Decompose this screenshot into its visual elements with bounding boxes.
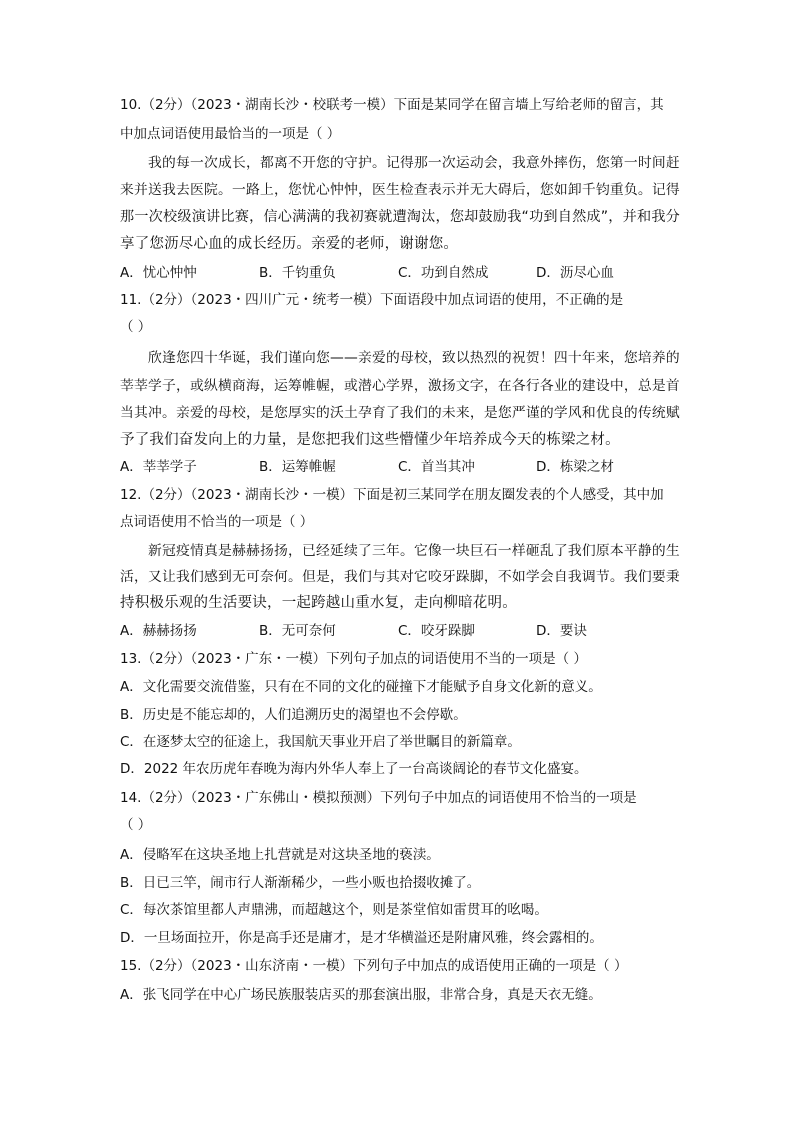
question-14-option-a: A．侵略军在这块圣地上扎营就是对这块圣地的亵渎。 <box>120 847 440 863</box>
question-14-option-d: D．一旦场面拉开，你是高手还是庸才，是才华横溢还是附庸风雅，终会露相的。 <box>120 930 603 946</box>
question-10-passage-line-4: 享了您沥尽心血的成长经历。亲爱的老师，谢谢您。 <box>120 236 459 252</box>
question-15-option-a: A．张飞同学在中心广场民族服装店买的那套演出服，非常合身，真是天衣无缝。 <box>120 987 602 1003</box>
question-10-passage-line-1: 我的每一次成长，都离不开您的守护。记得那一次运动会，我意外摔伤，您第一时间赶 <box>148 155 680 171</box>
question-10-passage-line-3: 那一次校级演讲比赛，信心满满的我初赛就遭淘汰，您却鼓励我“功到自然成”，并和我分 <box>120 209 680 225</box>
question-12-passage-line-3: 持积极乐观的生活要诀，一起跨越山重水复，走向柳暗花明。 <box>120 595 517 611</box>
question-14-stem-line-2: （ ） <box>120 817 152 833</box>
question-10-stem-line-2: 中加点词语使用最恰当的一项是（ ） <box>120 126 341 142</box>
question-11-option-a: A．莘莘学子 <box>120 459 197 475</box>
question-14-option-b: B．日已三竿，闹市行人渐渐稀少，一些小贩也拾掇收摊了。 <box>120 875 481 891</box>
question-12-options <box>120 621 680 641</box>
question-11-option-d: D．栋梁之材 <box>536 459 614 475</box>
question-10-passage-line-2: 来并送我去医院。一路上，您忧心忡忡，医生检查表示并无大碍后，您如卸千钧重负。记得 <box>120 182 680 198</box>
question-11-stem-line-1: 11.（2分）（2023・四川广元・统考一模）下面语段中加点词语的使用，不正确的是 <box>120 292 624 308</box>
question-10-option-c: C．功到自然成 <box>398 265 489 281</box>
question-12-stem-line-1: 12.（2分）（2023・湖南长沙・一模）下面是初三某同学在朋友圈发表的个人感受，其中加 <box>120 487 664 503</box>
question-10-options <box>120 263 680 283</box>
question-12-passage-line-2: 活，又让我们感到无可奈何。但是，我们与其对它咬牙跺脚，不如学会自我调节。我们要秉 <box>120 569 680 585</box>
question-13-option-d: D．2022 年农历虎年春晚为海内外华人奉上了一台高谈阔论的春节文化盛宴。 <box>120 761 588 777</box>
question-14-stem-line-1: 14.（2分）（2023・广东佛山・模拟预测）下列句子中加点的词语使用不恰当的一项是 <box>120 790 637 806</box>
question-11-stem-line-2: （ ） <box>120 319 152 335</box>
question-11-passage-line-4: 予了我们奋发向上的力量，是您把我们这些懵懂少年培养成今天的栋梁之材。 <box>120 432 620 448</box>
question-15-stem-line-1: 15.（2分）（2023・山东济南・一模）下列句子中加点的成语使用正确的一项是（ ） <box>120 958 628 974</box>
question-13-stem-line-1: 13.（2分）（2023・广东・一模）下列句子加点的词语使用不当的一项是（ ） <box>120 651 587 667</box>
question-10-option-b: B．千钧重负 <box>259 265 336 281</box>
question-12-option-b: B．无可奈何 <box>259 623 336 639</box>
question-14-option-c: C．每次茶馆里都人声鼎沸，而超越这个，则是茶堂倌如雷贯耳的吆喝。 <box>120 902 548 918</box>
question-10-stem-line-1: 10.（2分）（2023・湖南长沙・校联考一模）下面是某同学在留言墙上写给老师的留言，其 <box>120 97 664 113</box>
question-10-option-d: D．沥尽心血 <box>536 265 614 281</box>
question-12-option-a: A．赫赫扬扬 <box>120 623 197 639</box>
question-11-passage-line-3: 当其冲。亲爱的母校，是您厚实的沃土孕育了我们的未来，是您严谨的学风和优良的传统赋 <box>120 405 680 421</box>
question-13-option-c: C．在逐梦太空的征途上，我国航天事业开启了举世瞩目的新篇章。 <box>120 734 521 750</box>
question-12-stem-line-2: 点词语使用不恰当的一项是（ ） <box>120 514 314 530</box>
question-11-option-c: C．首当其冲 <box>398 459 475 475</box>
question-13-option-a: A．文化需要交流借鉴，只有在不同的文化的碰撞下才能赋予自身文化新的意义。 <box>120 679 602 695</box>
question-11-option-b: B．运筹帷幄 <box>259 459 336 475</box>
question-13-option-b: B．历史是不能忘却的，人们追溯历史的渴望也不会停歇。 <box>120 707 467 723</box>
question-12-option-c: C．咬牙跺脚 <box>398 623 475 639</box>
question-12-option-d: D．要诀 <box>536 623 587 639</box>
question-11-passage-line-2: 莘莘学子，或纵横商海，运筹帷幄，或潜心学界，激扬文字，在各行各业的建设中，总是首 <box>120 378 680 394</box>
question-11-passage-line-1: 欣逢您四十华诞，我们谨向您——亲爱的母校，致以热烈的祝贺！四十年来，您培养的 <box>148 350 680 366</box>
question-11-options <box>120 457 680 477</box>
question-12-passage-line-1: 新冠疫情真是赫赫扬扬，已经延续了三年。它像一块巨石一样砸乱了我们原本平静的生 <box>148 543 680 559</box>
question-10-option-a: A．忧心忡忡 <box>120 265 197 281</box>
